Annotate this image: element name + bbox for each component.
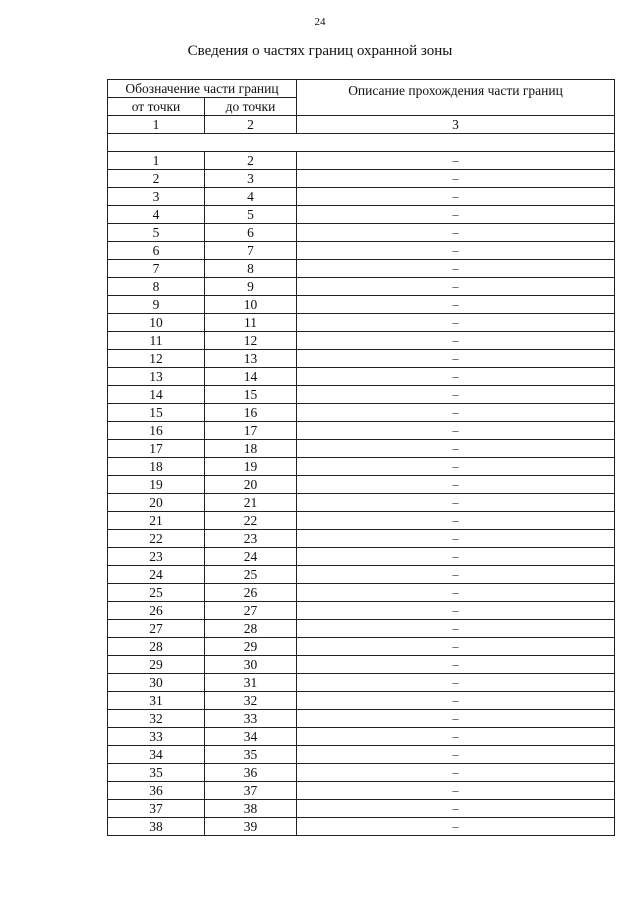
to-point-cell: 6 [205,224,297,242]
table-row [108,800,615,818]
table-row [108,566,615,584]
description-cell: – [297,548,615,566]
from-point-cell: 22 [108,530,205,548]
to-point-cell: 7 [205,242,297,260]
column-number-cell: 3 [297,116,615,134]
description-cell: – [297,278,615,296]
description-cell: – [297,800,615,818]
to-point-cell: 26 [205,584,297,602]
to-point-cell: 37 [205,782,297,800]
from-point-cell: 29 [108,656,205,674]
description-cell: – [297,710,615,728]
table-row [108,656,615,674]
to-point-cell: 30 [205,656,297,674]
from-point-cell: 15 [108,404,205,422]
to-point-cell: 21 [205,494,297,512]
description-cell: – [297,368,615,386]
description-cell: – [297,674,615,692]
header-to-cell: до точки [205,98,297,116]
description-cell: – [297,422,615,440]
from-point-cell: 37 [108,800,205,818]
from-point-cell: 38 [108,818,205,836]
from-point-cell: 19 [108,476,205,494]
column-number-cell: 1 [108,116,205,134]
to-point-cell: 15 [205,386,297,404]
from-point-cell: 27 [108,620,205,638]
table-row [108,602,615,620]
table-row [108,458,615,476]
table-row [108,422,615,440]
description-cell: – [297,386,615,404]
description-cell: – [297,512,615,530]
table-row [108,710,615,728]
to-point-cell: 14 [205,368,297,386]
to-point-cell: 28 [205,620,297,638]
spacer-cell [108,134,615,152]
description-cell: – [297,332,615,350]
to-point-cell: 9 [205,278,297,296]
description-cell: – [297,458,615,476]
to-point-cell: 18 [205,440,297,458]
table-row [108,782,615,800]
from-point-cell: 6 [108,242,205,260]
table-row [108,404,615,422]
to-point-cell: 23 [205,530,297,548]
from-point-cell: 16 [108,422,205,440]
from-point-cell: 2 [108,170,205,188]
to-point-cell: 34 [205,728,297,746]
description-cell: – [297,746,615,764]
from-point-cell: 35 [108,764,205,782]
to-point-cell: 12 [205,332,297,350]
description-cell: – [297,620,615,638]
to-point-cell: 3 [205,170,297,188]
header-description-cell: Описание прохождения части границ [297,80,615,116]
boundary-table [107,79,615,836]
table-row [108,296,615,314]
table-row [108,476,615,494]
from-point-cell: 11 [108,332,205,350]
table-row [108,728,615,746]
to-point-cell: 13 [205,350,297,368]
description-cell: – [297,494,615,512]
description-cell: – [297,350,615,368]
table-row [108,440,615,458]
to-point-cell: 16 [205,404,297,422]
from-point-cell: 5 [108,224,205,242]
table-row [108,350,615,368]
table-row [108,224,615,242]
table-row [108,170,615,188]
page-title: Сведения о частях границ охранной зоны [187,43,453,59]
table-row [108,260,615,278]
description-cell: – [297,584,615,602]
from-point-cell: 21 [108,512,205,530]
from-point-cell: 4 [108,206,205,224]
table-row [108,368,615,386]
to-point-cell: 35 [205,746,297,764]
table-row [108,332,615,350]
header-from-cell: от точки [108,98,205,116]
header-group-cell: Обозначение части границ [108,80,297,98]
to-point-cell: 17 [205,422,297,440]
from-point-cell: 30 [108,674,205,692]
to-point-cell: 27 [205,602,297,620]
table-row [108,620,615,638]
from-point-cell: 3 [108,188,205,206]
description-cell: – [297,296,615,314]
description-cell: – [297,188,615,206]
column-number-cell: 2 [205,116,297,134]
table-row [108,692,615,710]
description-cell: – [297,152,615,170]
table-row [108,152,615,170]
description-cell: – [297,170,615,188]
to-point-cell: 29 [205,638,297,656]
from-point-cell: 7 [108,260,205,278]
from-point-cell: 9 [108,296,205,314]
from-point-cell: 31 [108,692,205,710]
from-point-cell: 26 [108,602,205,620]
to-point-cell: 24 [205,548,297,566]
spacer-row [108,134,615,152]
table-row [108,584,615,602]
description-cell: – [297,818,615,836]
table-row [108,512,615,530]
to-point-cell: 22 [205,512,297,530]
table-row [108,242,615,260]
description-cell: – [297,764,615,782]
description-cell: – [297,314,615,332]
to-point-cell: 10 [205,296,297,314]
to-point-cell: 19 [205,458,297,476]
description-cell: – [297,656,615,674]
to-point-cell: 33 [205,710,297,728]
table-row [108,548,615,566]
description-cell: – [297,728,615,746]
to-point-cell: 2 [205,152,297,170]
to-point-cell: 38 [205,800,297,818]
description-cell: – [297,440,615,458]
from-point-cell: 10 [108,314,205,332]
description-cell: – [297,566,615,584]
from-point-cell: 1 [108,152,205,170]
description-cell: – [297,692,615,710]
column-number-row [108,116,615,134]
to-point-cell: 39 [205,818,297,836]
description-cell: – [297,602,615,620]
table-row [108,278,615,296]
table-row [108,764,615,782]
from-point-cell: 18 [108,458,205,476]
description-cell: – [297,530,615,548]
from-point-cell: 33 [108,728,205,746]
description-cell: – [297,782,615,800]
description-cell: – [297,638,615,656]
to-point-cell: 25 [205,566,297,584]
table-row [108,746,615,764]
table-row [108,386,615,404]
from-point-cell: 24 [108,566,205,584]
table-row [108,674,615,692]
table-row [108,818,615,836]
from-point-cell: 17 [108,440,205,458]
from-point-cell: 32 [108,710,205,728]
description-cell: – [297,260,615,278]
from-point-cell: 14 [108,386,205,404]
table-row [108,188,615,206]
description-cell: – [297,224,615,242]
table-row [108,638,615,656]
to-point-cell: 20 [205,476,297,494]
to-point-cell: 11 [205,314,297,332]
from-point-cell: 13 [108,368,205,386]
to-point-cell: 4 [205,188,297,206]
to-point-cell: 5 [205,206,297,224]
header-row [108,80,615,98]
from-point-cell: 20 [108,494,205,512]
from-point-cell: 36 [108,782,205,800]
table-row [108,206,615,224]
from-point-cell: 28 [108,638,205,656]
to-point-cell: 36 [205,764,297,782]
description-cell: – [297,206,615,224]
from-point-cell: 12 [108,350,205,368]
table-row [108,494,615,512]
description-cell: – [297,476,615,494]
to-point-cell: 32 [205,692,297,710]
to-point-cell: 31 [205,674,297,692]
to-point-cell: 8 [205,260,297,278]
from-point-cell: 8 [108,278,205,296]
from-point-cell: 23 [108,548,205,566]
from-point-cell: 34 [108,746,205,764]
table-row [108,314,615,332]
from-point-cell: 25 [108,584,205,602]
page-number: 24 [314,16,326,28]
description-cell: – [297,404,615,422]
table-row [108,530,615,548]
description-cell: – [297,242,615,260]
